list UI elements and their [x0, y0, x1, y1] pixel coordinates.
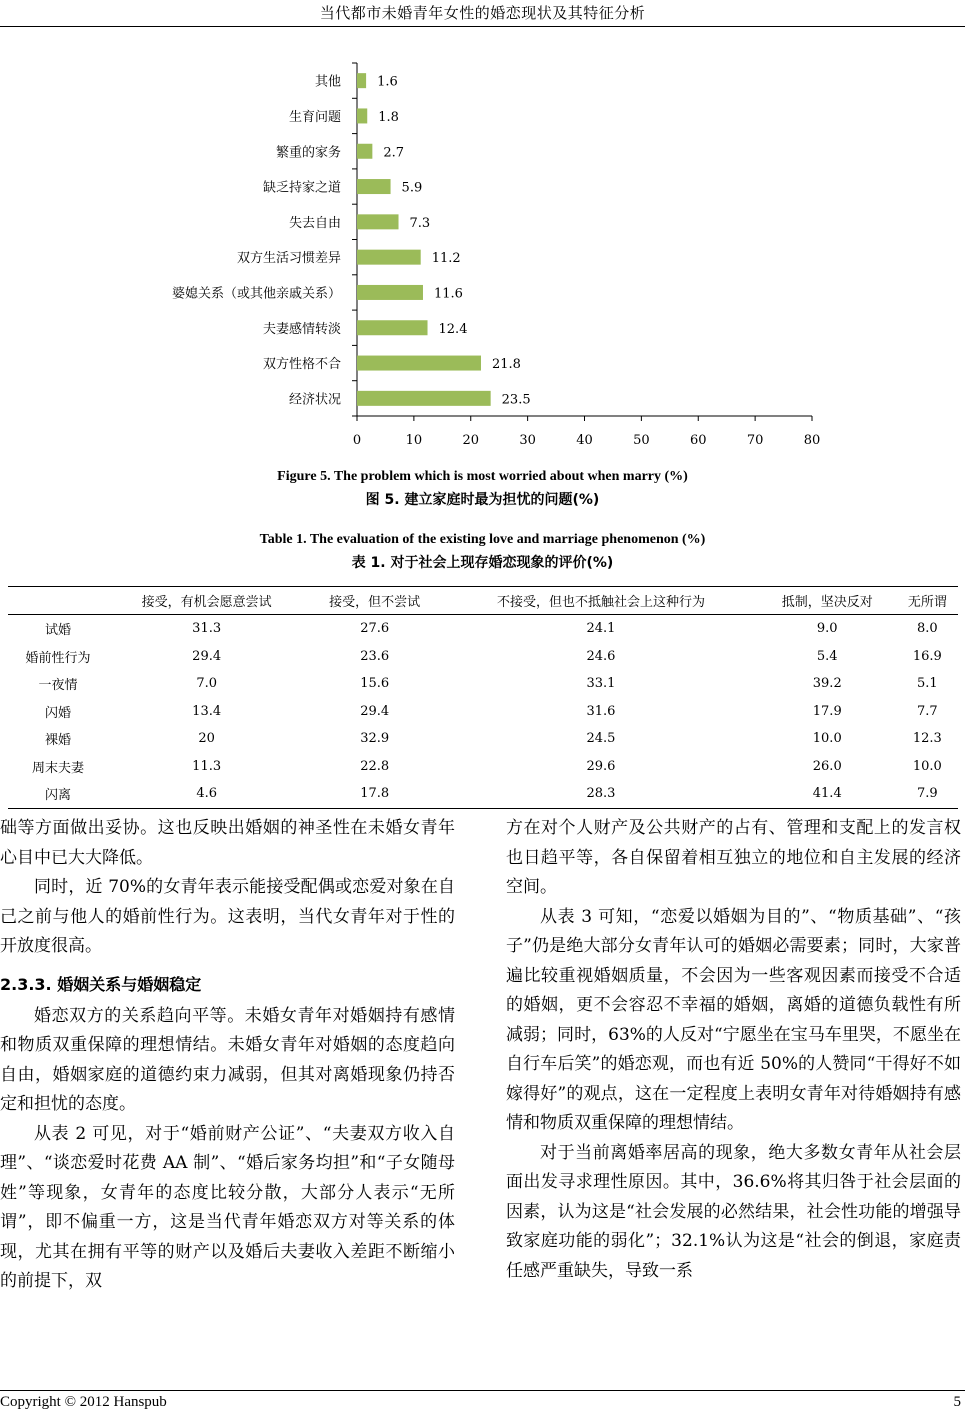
table-cell: 29.4	[360, 703, 390, 719]
data-label: 11.6	[433, 286, 463, 302]
x-tick-label: 10	[405, 433, 423, 448]
footer-copyright: Copyright © 2012 Hanspub	[0, 1394, 167, 1410]
table-cell: 29.4	[192, 648, 222, 664]
paragraph: 方在对个人财产及公共财产的占有、管理和支配上的发言权也日趋平等，各自保留着相互独立的地位和自主发展的经济空间。	[506, 818, 961, 897]
table-cell: 17.8	[305, 780, 444, 808]
row-label: 闪婚	[45, 705, 72, 721]
row-label: 试婚	[45, 623, 72, 639]
bar	[357, 285, 423, 300]
paragraph: 从表 2 可见，对于“婚前财产公证”、“夫妻双方收入自理”、“谈恋爱时花费 AA 制”、“婚后家务均担”和“子女随母姓”等现象，女青年的态度比较分散，大部分人表示“无所谓”，即不偏重一方，这是当代青年婚恋双方对等关系的体现，尤其在拥有平等的财产以及婚后夫妻收入差距不断缩小的前提下，双	[0, 1123, 455, 1291]
right-column	[506, 814, 961, 1286]
data-label: 1.8	[378, 109, 399, 125]
paragraph: 从表 3 可知，“恋爱以婚姻为目的”、“物质基础”、“孩子”仍是绝大部分女青年认可的婚姻必需要素；同时，大家普遍比较重视婚姻质量，不会因为一些客观因素而接受不合适的婚姻，更不会容忍不幸福的婚姻，离婚的道德负载性有所减弱；同时，63%的人反对“宁愿坐在宝马车里哭，不愿坐在自行车后笑”的婚恋观，而也有近 50%的人赞同“干得好不如嫁得好”的观点，这在一定程度上表明女青年对待婚姻持有感情和物质双重保障的理想情结。	[506, 906, 961, 1133]
table-cell: 39.2	[812, 676, 842, 692]
data-label: 5.9	[401, 180, 423, 196]
table-cell: 32.9	[360, 731, 390, 747]
column-header: 接受，但不尝试	[305, 587, 444, 615]
table-caption-en: Table 1. The evaluation of the existing love and marriage phenomenon (%)	[259, 532, 706, 547]
column-header	[8, 587, 108, 615]
data-label: 1.6	[377, 74, 398, 90]
table-cell: 11.3	[192, 758, 222, 774]
table-header-row	[8, 587, 958, 615]
table-cell: 7.7	[917, 703, 938, 719]
data-label: 23.5	[501, 392, 531, 408]
row-label: 婚前性行为	[25, 650, 91, 666]
paragraph: 同时，近 70%的女青年表示能接受配偶或恋爱对象在自己之前与他人的婚前性行为。这表明，当代女青年对于性的开放度很高。	[0, 877, 455, 956]
bar	[357, 320, 428, 335]
evaluation-table	[8, 586, 958, 809]
footer-rule	[0, 1390, 965, 1391]
table-cell: 28.3	[444, 780, 758, 808]
table-cell: 7.9	[897, 780, 958, 808]
data-label: 7.3	[409, 215, 431, 231]
category-label: 失去自由	[288, 215, 341, 231]
x-tick-label: 70	[746, 433, 764, 448]
table-row	[8, 643, 958, 671]
row-label: 裸婚	[45, 733, 72, 749]
x-tick-label: 50	[633, 433, 650, 448]
table-cell: 23.6	[360, 648, 390, 664]
table-cell: 27.6	[360, 621, 390, 637]
table-cell: 24.1	[586, 621, 616, 637]
running-header: 当代都市未婚青年女性的婚恋现状及其特征分析	[319, 4, 646, 22]
table-row	[8, 670, 958, 698]
category-label: 繁重的家务	[275, 145, 341, 161]
column-header: 接受，有机会愿意尝试	[108, 587, 305, 615]
figure-caption-zh: 图 5. 建立家庭时最为担忧的问题(%)	[365, 492, 600, 508]
bar	[357, 250, 421, 265]
category-label: 生育问题	[288, 109, 341, 125]
bar	[357, 73, 366, 88]
table-row	[8, 698, 958, 726]
table-cell: 8.0	[917, 621, 938, 637]
table-cell: 16.9	[912, 648, 942, 664]
bar	[357, 108, 367, 123]
x-tick-label: 80	[803, 433, 821, 448]
data-label: 2.7	[383, 145, 405, 161]
figure-caption-en: Figure 5. The problem which is most worried about when marry (%)	[277, 469, 688, 484]
data-label: 12.4	[438, 321, 468, 337]
bar	[357, 179, 391, 194]
table-caption-zh: 表 1. 对于社会上现存婚恋现象的评价(%)	[351, 555, 614, 571]
column-header: 抵制，坚决反对	[758, 587, 897, 615]
category-label: 双方性格不合	[262, 357, 341, 373]
table-cell: 29.6	[586, 758, 616, 774]
x-tick-label: 30	[519, 433, 536, 448]
table-cell: 4.6	[108, 780, 305, 808]
table-row	[8, 615, 958, 643]
table-cell: 24.5	[586, 731, 616, 747]
row-label: 闪离	[8, 780, 108, 808]
bar	[357, 391, 491, 406]
header-rule	[0, 26, 965, 27]
column-header: 无所谓	[897, 587, 958, 615]
column-header: 不接受，但也不抵触社会上这种行为	[444, 587, 758, 615]
table-cell: 10.0	[912, 758, 942, 774]
data-label: 21.8	[491, 357, 521, 373]
category-label: 夫妻感情转淡	[262, 321, 341, 337]
table-cell: 22.8	[360, 758, 390, 774]
category-label: 其他	[314, 74, 341, 90]
bar-chart	[0, 58, 965, 458]
table-cell: 13.4	[192, 703, 222, 719]
category-label: 婆媳关系（或其他亲戚关系）	[171, 286, 341, 302]
table-cell: 17.9	[812, 703, 842, 719]
section-heading: 2.3.3. 婚姻关系与婚姻稳定	[0, 974, 202, 994]
table-cell: 5.1	[917, 676, 938, 692]
category-label: 经济状况	[288, 392, 341, 408]
x-tick-label: 20	[462, 433, 480, 448]
table-cell: 15.6	[360, 676, 390, 692]
table-cell: 5.4	[816, 648, 838, 664]
bar	[357, 144, 372, 159]
table-row	[8, 725, 958, 753]
x-tick-label: 0	[352, 433, 362, 448]
table-cell: 31.3	[192, 621, 222, 637]
table-cell: 24.6	[586, 648, 616, 664]
left-column	[0, 814, 455, 1297]
bar	[357, 214, 399, 229]
bar	[357, 356, 481, 371]
category-label: 双方生活习惯差异	[236, 251, 341, 267]
data-label: 11.2	[431, 251, 461, 267]
table-cell: 26.0	[812, 758, 842, 774]
table-cell: 12.3	[912, 731, 942, 747]
table-cell: 31.6	[586, 703, 616, 719]
category-label: 缺乏持家之道	[262, 180, 341, 196]
table-cell: 7.0	[196, 676, 217, 692]
page-number: 5	[953, 1394, 961, 1410]
table-cell: 33.1	[586, 676, 616, 692]
paragraph: 础等方面做出妥协。这也反映出婚姻的神圣性在未婚女青年心目中已大大降低。	[0, 818, 455, 868]
table-row	[8, 753, 958, 781]
row-label: 周末夫妻	[32, 760, 85, 776]
table-row	[8, 780, 958, 808]
table-cell: 9.0	[816, 621, 838, 637]
x-tick-label: 60	[689, 433, 707, 448]
table-cell: 41.4	[758, 780, 897, 808]
x-tick-label: 40	[576, 433, 593, 448]
table-cell: 20	[198, 731, 215, 747]
paragraph: 婚恋双方的关系趋向平等。未婚女青年对婚姻持有感情和物质双重保障的理想情结。未婚女青年对婚姻的态度趋向自由，婚姻家庭的道德约束力减弱，但其对离婚现象仍持否定和担忧的态度。	[0, 1005, 455, 1114]
table-cell: 10.0	[812, 731, 842, 747]
paragraph: 对于当前离婚率居高的现象，绝大多数女青年从社会层面出发寻求理性原因。其中，36.6%将其归咎于社会层面的因素，认为这是“社会发展的必然结果，社会性功能的增强导致家庭功能的弱化”；32.1%认为这是“社会的倒退，家庭责任感严重缺失，导致一系	[506, 1142, 961, 1281]
row-label: 一夜情	[38, 678, 78, 694]
